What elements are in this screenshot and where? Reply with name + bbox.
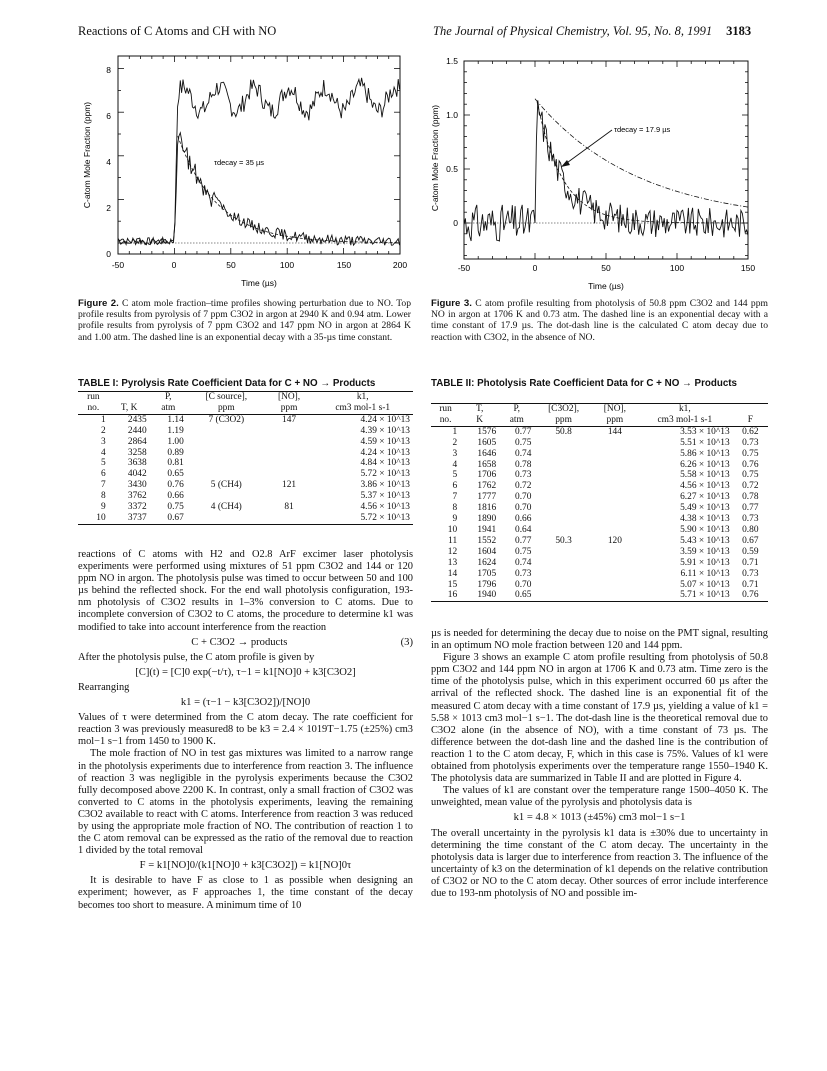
t1-cell: 3258: [127, 447, 147, 458]
t2-cell: 1552: [477, 535, 497, 546]
paragraph: After the photolysis pulse, the C atom profile is given by: [78, 651, 315, 663]
t2-cell: 1624: [477, 557, 497, 568]
t2-cell: [534, 449, 592, 460]
t2-cell: 0.70: [515, 503, 532, 514]
fig2-ytick: 4: [106, 157, 111, 167]
paragraph: reactions of C atoms with H2 and O2.8 ArF excimer laser photolysis experiments were performed using mixtures of 51 ppm C3O2 and 144 or 120 ppm NO in argon. The photolysis pulse was timed to occur between 50 and 100 µs behind the reflected shock. For the end wall photolysis configuration, 193-nm photolysis of C3O2 results in 1–3% conversion to C atoms. Due to incomplete conversion of C3O2 to C atoms, the procedure to determine k1 was modified to take into account interference from the reaction: [78, 549, 413, 633]
t2-cell: 0.73: [515, 470, 532, 481]
t1-cell: 2: [100, 425, 106, 436]
t1-cell: 0.65: [167, 469, 184, 480]
t2-cell: 0.77: [742, 503, 759, 514]
t2-cell: 8: [452, 503, 458, 514]
t2-cell: 0.70: [515, 492, 532, 503]
t2-cell: 0.70: [515, 579, 532, 590]
t2-cell: 0.73: [742, 514, 759, 525]
figure-2-caption: [78, 298, 411, 343]
t2-cell: 5.51 × 10^13: [680, 437, 730, 448]
t2-cell: 3: [452, 448, 458, 459]
left-column-text: [78, 549, 413, 912]
t2-cell: 1941: [477, 524, 497, 535]
t1-cell: [187, 448, 266, 459]
t2-cell: 15: [447, 579, 458, 590]
t2-cell: 5.71 × 10^13: [637, 590, 733, 601]
t2-cell: 5.90 × 10^13: [680, 524, 730, 535]
t2-head: ppm: [593, 415, 637, 426]
fig2-ytick: 2: [106, 203, 111, 213]
journal-citation: The Journal of Physical Chemistry, Vol. 95, No. 8, 1991: [433, 24, 713, 38]
t1-head: cm3 mol-1 s-1: [312, 403, 413, 414]
t1-cell: [187, 513, 266, 524]
t1-cell: 0.66: [167, 491, 184, 502]
t2-cell: 6.11 × 10^13: [680, 568, 730, 579]
t2-row: [431, 426, 768, 437]
t1-cell: 2864: [127, 436, 147, 447]
t1-head: no.: [78, 403, 109, 414]
t2-cell: [534, 590, 592, 601]
t2-cell: [534, 547, 592, 558]
t2-row: [431, 460, 768, 471]
t2-cell: [593, 590, 637, 601]
fig2-ytick: 8: [106, 65, 111, 75]
t2-row: [431, 590, 768, 601]
equation-mean-k1: k1 = 4.8 × 1013 (±45%) cm3 mol−1 s−1: [513, 812, 686, 824]
t2-cell: 5.49 × 10^13: [680, 503, 730, 514]
t1-head: ppm: [266, 403, 313, 414]
t2-head: K: [460, 415, 499, 426]
t2-cell: 1816: [477, 503, 497, 514]
t2-cell: 1646: [477, 448, 497, 459]
t1-cell: 6: [100, 469, 106, 480]
fig2-lower-profile: [118, 133, 400, 246]
t2-cell: 5.43 × 10^13: [680, 535, 730, 546]
t2-cell: 1940: [460, 590, 499, 601]
t1-cell: 3737: [109, 513, 150, 524]
t2-cell: [534, 514, 592, 525]
fig3-ytick: 1.5: [446, 56, 458, 66]
t2-cell: 0.76: [733, 590, 768, 601]
t2-cell: [534, 580, 592, 591]
t2-row: [431, 558, 768, 569]
t2-cell: 0.62: [742, 426, 759, 437]
equation-text: C + C3O2 → products: [191, 636, 288, 648]
t1-cell: 0.76: [167, 480, 184, 491]
t2-cell: 6.27 × 10^13: [680, 492, 730, 503]
t2-cell: 0.71: [742, 557, 759, 568]
t2-head: F: [733, 415, 768, 426]
fig3-dashed-fit: [537, 102, 747, 223]
fig3-caption-label: Figure 3.: [431, 298, 472, 309]
t1-row: [78, 469, 413, 480]
t2-cell: [593, 514, 637, 525]
t2-cell: 0.59: [742, 546, 759, 557]
t2-cell: 0.71: [742, 579, 759, 590]
t2-cell: 0.73: [742, 437, 759, 448]
t2-head: no.: [431, 415, 460, 426]
t2-cell: [593, 547, 637, 558]
t2-cell: [534, 503, 592, 514]
fig3-xtick: 50: [601, 263, 611, 273]
t1-row: [78, 414, 413, 425]
t2-row: [431, 569, 768, 580]
t2-cell: 0.64: [515, 524, 532, 535]
t1-cell: [266, 437, 313, 448]
t1-cell: 10: [78, 513, 109, 524]
t1-cell: 4.39 × 10^13: [360, 425, 410, 436]
t2-cell: 0.73: [742, 568, 759, 579]
t2-row: [431, 514, 768, 525]
t2-cell: 0.66: [515, 514, 532, 525]
t1-cell: 5.72 × 10^13: [312, 513, 413, 524]
t2-cell: [593, 438, 637, 449]
t2-cell: 1777: [477, 492, 497, 503]
t1-row: [78, 491, 413, 502]
t2-row: [431, 547, 768, 558]
t2-cell: 1890: [477, 514, 497, 525]
t2-cell: 1658: [477, 459, 497, 470]
t1-cell: 1: [100, 414, 106, 425]
t1-cell: 3430: [127, 480, 147, 491]
fig3-xtick: 0: [532, 263, 538, 273]
t2-cell: 1705: [477, 568, 497, 579]
fig3-ytick: 1.0: [446, 110, 458, 120]
t2-cell: [534, 492, 592, 503]
t2-cell: [593, 492, 637, 503]
fig3-xtick: 150: [740, 263, 756, 273]
t1-cell: 4.24 × 10^13: [360, 414, 410, 425]
t1-row: [78, 448, 413, 459]
fig3-dot-dash-line: [535, 99, 748, 207]
t2-cell: 0.74: [515, 557, 532, 568]
fig2-xtick: 200: [392, 260, 408, 270]
t2-cell: [593, 569, 637, 580]
t2-cell: [593, 481, 637, 492]
fig2-xtick: 100: [279, 260, 295, 270]
t2-cell: 12: [447, 546, 458, 557]
t2-cell: 5.91 × 10^13: [680, 557, 730, 568]
t1-cell: 0.89: [167, 447, 184, 458]
t1-row: [78, 458, 413, 469]
t2-cell: 3.59 × 10^13: [680, 546, 730, 557]
t1-cell: 1.14: [167, 414, 184, 425]
t1-cell: 1.19: [167, 425, 184, 436]
t2-cell: 0.74: [515, 448, 532, 459]
fig2-annotation: τdecay = 35 µs: [214, 158, 265, 167]
t1-head: [NO],: [266, 392, 313, 403]
t2-cell: [534, 438, 592, 449]
t1-cell: [266, 458, 313, 469]
t2-cell: 11: [448, 535, 458, 546]
t2-cell: 0.75: [742, 470, 759, 481]
equation-3: [78, 637, 413, 649]
t1-cell: 3.86 × 10^13: [360, 480, 410, 491]
t1-cell: 4.84 × 10^13: [360, 458, 410, 469]
t2-cell: 6.26 × 10^13: [680, 459, 730, 470]
t1-row: [78, 502, 413, 513]
t1-cell: 8: [100, 491, 106, 502]
t2-cell: 120: [607, 535, 622, 546]
t2-cell: 1706: [477, 470, 497, 481]
fig3-xtick: 100: [669, 263, 685, 273]
t2-cell: [534, 525, 592, 536]
paragraph: The overall uncertainty in the pyrolysis k1 data is ±30% due to uncertainty in determining the time constant of the C atom decay. The uncertainty in the photolysis data is larger due to interference from reaction 3. The influence of the uncertainty of k3 on the determination of k1 depends on the relative contribution of C3O2 or NO to the C atom decay. Other sources of error include interference due to 193-nm photolysis of NO and possible im-: [431, 827, 768, 899]
t1-cell: [187, 469, 266, 480]
t1-row: [78, 437, 413, 448]
t2-cell: 0.77: [515, 535, 532, 546]
t2-row: [431, 470, 768, 481]
t1-cell: 3: [100, 436, 106, 447]
t1-row: [78, 480, 413, 491]
t2-cell: 4: [452, 459, 458, 470]
t1-cell: 4042: [127, 469, 147, 480]
paragraph: µs is needed for determining the decay due to noise on the PMT signal, resulting in an optimum NO mole fraction between 120 and 144 ppm.: [431, 628, 768, 652]
t1-cell: [187, 437, 266, 448]
t2-row: [431, 481, 768, 492]
t1-cell: 4.24 × 10^13: [360, 447, 410, 458]
t2-row: [431, 438, 768, 449]
t1-cell: [266, 491, 313, 502]
paragraph: It is desirable to have F as close to 1 as possible when designing an experiment; however, as F approaches 1, the time constant of the decay becomes too short to measure. A minimum time of 10: [78, 875, 413, 911]
t2-cell: 16: [431, 590, 460, 601]
fig2-dashed-fit: [178, 136, 399, 242]
t2-cell: 4.38 × 10^13: [680, 514, 730, 525]
t2-head: k1,: [637, 404, 733, 415]
t2-head: ppm: [534, 415, 592, 426]
t2-cell: 1605: [477, 437, 497, 448]
t1-cell: [187, 491, 266, 502]
t2-cell: [534, 460, 592, 471]
fig2-xlabel: Time (µs): [241, 278, 277, 288]
t2-cell: [593, 580, 637, 591]
t1-cell: [266, 426, 313, 437]
t2-cell: 144: [607, 426, 622, 437]
t1-cell: 3762: [127, 491, 147, 502]
t1-cell: 4.56 × 10^13: [360, 502, 410, 513]
t2-cell: 0.75: [515, 437, 532, 448]
fig3-arrowhead: [561, 160, 570, 167]
paragraph: The mole fraction of NO in test gas mixtures was limited to a narrow range in the photolysis experiments due to interference from reaction 3. The influence of reaction 3 was negligible in the pyrolysis experiments because the C3O2 fully decomposed above 2200 K. In contrast, only a small fraction of C3O2 was converted to C atoms in the photolysis experiments, leaving the remaining C3O2 available to react with C atoms. Interference from reaction 3 was reduced by using the appropriate mole fraction of NO. The contribution of reaction 1 to the C atom removal can be expressed as the ratio of the removal due to reaction 1 divided by the total removal: [78, 748, 413, 857]
t2-cell: 10: [447, 524, 458, 535]
fig2-xtick: 0: [171, 260, 177, 270]
t2-head: [C3O2],: [534, 404, 592, 415]
fig3-annotation: τdecay = 17.9 µs: [614, 125, 671, 134]
figure-3-caption: [431, 298, 768, 343]
t2-cell: [534, 569, 592, 580]
t1-cell: 1.00: [167, 436, 184, 447]
t2-cell: 14: [447, 568, 458, 579]
t2-cell: 1796: [477, 579, 497, 590]
t1-cell: 5: [100, 458, 106, 469]
t2-cell: 0.77: [515, 426, 532, 437]
t1-head: k1,: [312, 392, 413, 403]
t1-cell: 0.67: [150, 513, 187, 524]
t2-cell: [534, 481, 592, 492]
t2-cell: 1: [452, 426, 458, 437]
t1-cell: 5.72 × 10^13: [360, 469, 410, 480]
t2-cell: [534, 470, 592, 481]
fig3-ytick: 0: [453, 218, 458, 228]
t2-cell: 0.78: [515, 459, 532, 470]
t2-cell: 5.07 × 10^13: [680, 579, 730, 590]
t2-row: [431, 525, 768, 536]
t1-row: [78, 426, 413, 437]
table-1: [78, 391, 413, 525]
t2-cell: [534, 558, 592, 569]
fig3-ylabel: C-atom Mole Fraction (ppm): [430, 104, 440, 212]
t2-head: run: [431, 404, 460, 415]
figure-2-plot: [76, 48, 416, 298]
t1-cell: 5.37 × 10^13: [360, 491, 410, 502]
equation-F: F = k1[NO]0/(k1[NO]0 + k3[C3O2]) = k1[NO]0τ: [139, 860, 352, 872]
t2-cell: [593, 558, 637, 569]
t2-cell: 1762: [477, 481, 497, 492]
t2-cell: 5: [452, 470, 458, 481]
t1-cell: 4.59 × 10^13: [360, 436, 410, 447]
t1-cell: 147: [282, 414, 297, 425]
t2-cell: 0.75: [515, 546, 532, 557]
table-2: [431, 403, 768, 602]
t2-head: [733, 404, 768, 415]
t2-cell: 0.67: [742, 535, 759, 546]
t1-head: T, K: [109, 403, 150, 414]
fig3-profile: [464, 100, 748, 241]
equation-k1: k1 = (τ−1 − k3[C3O2])/[NO]0: [180, 697, 311, 709]
table-2-title: TABLE II: Photolysis Rate Coefficient Data for C + NO → Products: [431, 378, 738, 389]
t2-cell: 7: [452, 492, 458, 503]
t1-cell: 2440: [127, 425, 147, 436]
t2-cell: 4.56 × 10^13: [680, 481, 730, 492]
t1-head: run: [78, 392, 109, 403]
t2-cell: 0.75: [742, 448, 759, 459]
t1-head: ppm: [187, 403, 266, 414]
t1-cell: 3638: [127, 458, 147, 469]
t1-cell: 7 (C3O2): [208, 414, 245, 425]
paragraph: Figure 3 shows an example C atom profile resulting from photolysis of 50.8 ppm C3O2 and 144 ppm NO in argon at 1706 K and 0.73 atm. Time zero is the time of the photolysis pulse, which in this experiment occurred 60 µs after the arrival of the reflected shock. The dashed line is an exponential fit of the measured C atom decay with a time constant of 17.9 µs, yielding a value of k1 = 5.58 × 1013 cm3 mol−1 s−1. The dot-dash line is the theoretical removal due to C3O2 alone (in the absence of NO), with a time constant of 73 µs. The difference between the dot-dash line and the dashed line is the contribution of reaction 1 to the C atom decay, F, which in this case is 75%. Values of k1 were obtained from photolysis experiments over the temperature range 1550–1940 K. The photolysis data are summarized in Table II and are plotted in Figure 4.: [431, 652, 768, 785]
t2-head: T,: [460, 404, 499, 415]
fig3-ytick: 0.5: [446, 164, 458, 174]
t2-cell: 5.86 × 10^13: [680, 448, 730, 459]
t1-head: [109, 392, 150, 403]
t2-cell: [593, 525, 637, 536]
t1-cell: [266, 469, 313, 480]
fig3-xtick: -50: [457, 263, 471, 273]
t2-row: [431, 580, 768, 591]
t1-cell: 9: [100, 502, 106, 513]
t1-cell: 7: [100, 480, 106, 491]
t2-cell: 1576: [477, 426, 497, 437]
t2-cell: 0.72: [742, 481, 759, 492]
t2-cell: 3.53 × 10^13: [680, 426, 730, 437]
t2-cell: [593, 449, 637, 460]
t2-cell: 0.80: [742, 524, 759, 535]
t1-cell: 4 (CH4): [210, 502, 242, 513]
t2-cell: 50.8: [555, 426, 572, 437]
t2-row: [431, 503, 768, 514]
t2-cell: 0.78: [742, 492, 759, 503]
t2-cell: 0.73: [515, 568, 532, 579]
t2-cell: 9: [452, 514, 458, 525]
t2-cell: [593, 460, 637, 471]
t2-cell: 6: [452, 481, 458, 492]
t2-row: [431, 536, 768, 547]
running-header-left: Reactions of C Atoms and CH with NO: [78, 24, 277, 38]
t2-cell: 1604: [477, 546, 497, 557]
running-header-right: [433, 24, 751, 39]
t1-cell: 0.81: [167, 458, 184, 469]
t1-head: atm: [150, 403, 187, 414]
t1-cell: 2435: [127, 414, 147, 425]
t2-row: [431, 449, 768, 460]
t2-cell: [593, 503, 637, 514]
t2-row: [431, 492, 768, 503]
equation-ct: [C](t) = [C]0 exp(−t/τ), τ−1 = k1[NO]0 + k3[C3O2]: [135, 666, 356, 678]
t2-cell: 13: [447, 557, 458, 568]
fig2-ytick: 0: [106, 249, 111, 259]
t1-cell: [187, 426, 266, 437]
right-column-text: [431, 628, 768, 900]
paragraph: The values of k1 are constant over the temperature range 1500–4050 K. The unweighted, mean value of the pyrolysis and photolysis data is: [431, 785, 768, 809]
t1-cell: 4: [100, 447, 106, 458]
fig2-xtick: -50: [111, 260, 125, 270]
t2-cell: 0.72: [515, 481, 532, 492]
t2-cell: 5.58 × 10^13: [680, 470, 730, 481]
t1-row: [78, 513, 413, 524]
t2-head: P,: [499, 404, 534, 415]
fig2-xtick: 50: [226, 260, 236, 270]
figure-3-plot: [424, 48, 764, 298]
t2-head: [NO],: [593, 404, 637, 415]
t2-cell: 50.3: [555, 535, 572, 546]
paragraph: Rearranging: [78, 681, 130, 693]
fig2-ytick: 6: [106, 111, 111, 121]
t2-cell: 0.76: [742, 459, 759, 470]
paragraph: Values of τ were determined from the C atom decay. The rate coefficient for reaction 3 was previously measured8 to be k3 = 2.4 × 1019T−1.75 (±25%) cm3 mol−1 s−1 from 1450 to 1900 K.: [78, 712, 413, 748]
t1-cell: 81: [284, 502, 294, 513]
t1-cell: 5 (CH4): [210, 480, 242, 491]
fig3-caption-text: C atom profile resulting from photolysis of 50.8 ppm C3O2 and 144 ppm NO in argon at 1706 K and 0.73 atm. The dashed line is an exponential decay with a time constant of 17.9 µs. The dot-dash line is the calculated C atom decay due to reaction with C3O2, in the absence of NO.: [431, 298, 768, 343]
t1-head: P,: [150, 392, 187, 403]
fig3-xlabel: Time (µs): [588, 281, 624, 291]
equation-number: (3): [400, 636, 413, 648]
t2-head: cm3 mol-1 s-1: [637, 415, 733, 426]
t2-cell: 0.65: [499, 590, 534, 601]
t1-cell: [187, 458, 266, 469]
t2-cell: [593, 470, 637, 481]
fig2-caption-label: Figure 2.: [78, 298, 119, 309]
t1-cell: [266, 448, 313, 459]
t1-cell: 3372: [127, 502, 147, 513]
t2-cell: 2: [452, 437, 458, 448]
t1-cell: 121: [282, 480, 297, 491]
t1-head: [C source],: [187, 392, 266, 403]
fig2-caption-text: C atom mole fraction–time profiles showing perturbation due to NO. Top profile results from pyrolysis of 7 ppm C3O2 in argon at 2940 K and 0.94 atm. Lower profile results from pyrolysis of 7 ppm C3O2 and 147 ppm NO in argon at 2864 K and 1.00 atm. The dashed line is an exponential decay with a 35-µs time constant.: [78, 298, 411, 343]
t1-cell: 0.75: [167, 502, 184, 513]
t2-head: atm: [499, 415, 534, 426]
page-number: 3183: [726, 24, 752, 38]
table-1-title: TABLE I: Pyrolysis Rate Coefficient Data for C + NO → Products: [78, 378, 376, 389]
t1-cell: [266, 513, 313, 524]
fig2-xtick: 150: [336, 260, 352, 270]
fig2-ylabel: C-atom Mole Fraction (ppm): [82, 101, 92, 209]
